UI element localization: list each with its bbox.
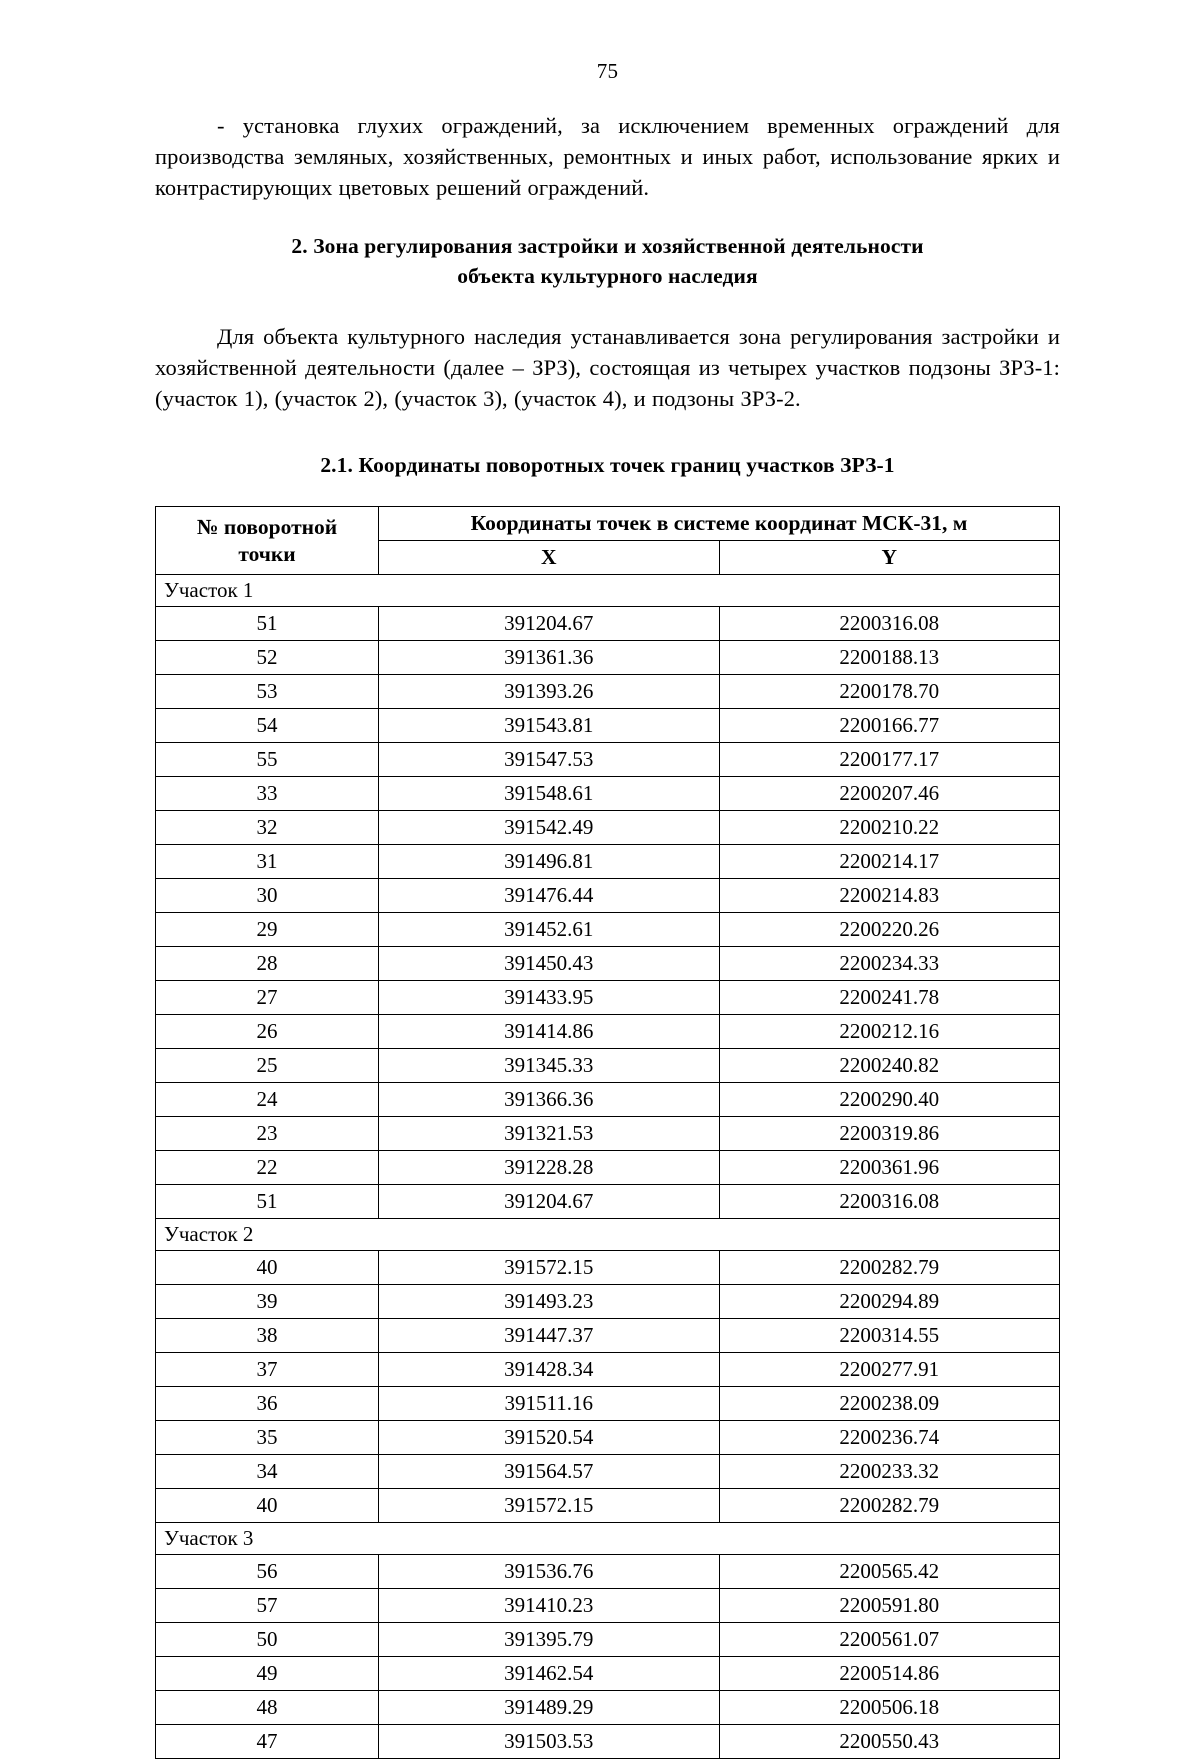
table-row [156, 1353, 1060, 1387]
table-row [156, 981, 1060, 1015]
cell-x: 391450.43 [379, 947, 720, 981]
spacer [155, 414, 1060, 450]
cell-point-number: 40 [156, 1251, 379, 1285]
table-row [156, 675, 1060, 709]
cell-point-number: 28 [156, 947, 379, 981]
cell-x: 391433.95 [379, 981, 720, 1015]
paragraph-zone-description: Для объекта культурного наследия устанавливается зона регулирования застройки и хозяйственной деятельности (далее – ЗРЗ), состоящая из четырех участков подзоны ЗРЗ-1: (участок 1), (участок 2), (участок 3), (участок 4), и подзоны ЗРЗ-2. [155, 324, 1060, 411]
paragraph-intro: - установка глухих ограждений, за исключением временных ограждений для производства земляных, хозяйственных, ремонтных и иных работ, использование ярких и контрастирующих цветовых решений ограждений. [155, 113, 1060, 200]
cell-y: 2200238.09 [719, 1387, 1060, 1421]
table-header [156, 507, 1060, 575]
cell-point-number: 48 [156, 1691, 379, 1725]
cell-y: 2200550.43 [719, 1725, 1060, 1759]
column-header-x: X [379, 541, 720, 575]
cell-point-number: 39 [156, 1285, 379, 1319]
cell-x: 391204.67 [379, 1185, 720, 1219]
column-header-y: Y [719, 541, 1060, 575]
cell-x: 391414.86 [379, 1015, 720, 1049]
table-group-label: Участок 3 [156, 1523, 1060, 1555]
table-row [156, 1657, 1060, 1691]
cell-y: 2200177.17 [719, 743, 1060, 777]
cell-point-number: 40 [156, 1489, 379, 1523]
table-row [156, 1489, 1060, 1523]
section-heading-2-line2: объекта культурного наследия [457, 264, 758, 288]
cell-point-number: 29 [156, 913, 379, 947]
table-row [156, 1725, 1060, 1759]
column-header-coordinates-group: Координаты точек в системе координат МСК-31, м [379, 507, 1060, 541]
cell-y: 2200290.40 [719, 1083, 1060, 1117]
cell-x: 391511.16 [379, 1387, 720, 1421]
cell-point-number: 49 [156, 1657, 379, 1691]
cell-y: 2200220.26 [719, 913, 1060, 947]
cell-point-number: 56 [156, 1555, 379, 1589]
cell-x: 391572.15 [379, 1489, 720, 1523]
cell-point-number: 52 [156, 641, 379, 675]
cell-x: 391447.37 [379, 1319, 720, 1353]
cell-point-number: 35 [156, 1421, 379, 1455]
page-content [155, 58, 1060, 1759]
table-row [156, 1083, 1060, 1117]
cell-y: 2200188.13 [719, 641, 1060, 675]
cell-y: 2200316.08 [719, 1185, 1060, 1219]
table-row [156, 1455, 1060, 1489]
table-row [156, 777, 1060, 811]
table-group-label: Участок 2 [156, 1219, 1060, 1251]
cell-y: 2200241.78 [719, 981, 1060, 1015]
table-row [156, 1049, 1060, 1083]
cell-point-number: 23 [156, 1117, 379, 1151]
table-row [156, 1185, 1060, 1219]
cell-point-number: 27 [156, 981, 379, 1015]
section-heading-2 [155, 231, 1060, 291]
column-header-point-number-line1: № поворотной [196, 514, 338, 539]
cell-y: 2200240.82 [719, 1049, 1060, 1083]
cell-x: 391543.81 [379, 709, 720, 743]
cell-x: 391366.36 [379, 1083, 720, 1117]
cell-point-number: 24 [156, 1083, 379, 1117]
cell-point-number: 30 [156, 879, 379, 913]
cell-x: 391542.49 [379, 811, 720, 845]
cell-y: 2200233.32 [719, 1455, 1060, 1489]
cell-point-number: 54 [156, 709, 379, 743]
cell-point-number: 26 [156, 1015, 379, 1049]
cell-x: 391410.23 [379, 1589, 720, 1623]
cell-point-number: 32 [156, 811, 379, 845]
cell-y: 2200514.86 [719, 1657, 1060, 1691]
cell-y: 2200236.74 [719, 1421, 1060, 1455]
cell-point-number: 36 [156, 1387, 379, 1421]
table-row [156, 641, 1060, 675]
table-row [156, 1015, 1060, 1049]
cell-y: 2200282.79 [719, 1251, 1060, 1285]
cell-y: 2200319.86 [719, 1117, 1060, 1151]
cell-x: 391395.79 [379, 1623, 720, 1657]
cell-y: 2200316.08 [719, 607, 1060, 641]
table-row [156, 1691, 1060, 1725]
table-row [156, 607, 1060, 641]
cell-y: 2200207.46 [719, 777, 1060, 811]
cell-y: 2200506.18 [719, 1691, 1060, 1725]
cell-y: 2200178.70 [719, 675, 1060, 709]
table-row [156, 1285, 1060, 1319]
cell-x: 391393.26 [379, 675, 720, 709]
cell-x: 391536.76 [379, 1555, 720, 1589]
table-row [156, 1421, 1060, 1455]
table-row [156, 1251, 1060, 1285]
cell-x: 391493.23 [379, 1285, 720, 1319]
cell-point-number: 50 [156, 1623, 379, 1657]
cell-point-number: 25 [156, 1049, 379, 1083]
table-row [156, 709, 1060, 743]
table-row [156, 1319, 1060, 1353]
cell-y: 2200361.96 [719, 1151, 1060, 1185]
cell-point-number: 38 [156, 1319, 379, 1353]
table-row [156, 879, 1060, 913]
table-row [156, 1623, 1060, 1657]
cell-point-number: 53 [156, 675, 379, 709]
cell-x: 391204.67 [379, 607, 720, 641]
table-group-row [156, 1219, 1060, 1251]
cell-point-number: 33 [156, 777, 379, 811]
table-row [156, 811, 1060, 845]
subsection-heading-2-1: 2.1. Координаты поворотных точек границ участков ЗРЗ-1 [320, 453, 895, 477]
cell-point-number: 22 [156, 1151, 379, 1185]
cell-x: 391452.61 [379, 913, 720, 947]
cell-x: 391361.36 [379, 641, 720, 675]
cell-x: 391228.28 [379, 1151, 720, 1185]
table-row [156, 1589, 1060, 1623]
coordinates-table [155, 506, 1060, 1759]
cell-x: 391503.53 [379, 1725, 720, 1759]
cell-y: 2200234.33 [719, 947, 1060, 981]
cell-x: 391345.33 [379, 1049, 720, 1083]
cell-y: 2200214.83 [719, 879, 1060, 913]
table-header-row-1 [156, 507, 1060, 541]
cell-point-number: 51 [156, 607, 379, 641]
cell-y: 2200282.79 [719, 1489, 1060, 1523]
table-row [156, 845, 1060, 879]
cell-point-number: 34 [156, 1455, 379, 1489]
table-row [156, 743, 1060, 777]
cell-y: 2200561.07 [719, 1623, 1060, 1657]
cell-point-number: 31 [156, 845, 379, 879]
cell-y: 2200314.55 [719, 1319, 1060, 1353]
spacer [155, 480, 1060, 506]
cell-x: 391564.57 [379, 1455, 720, 1489]
cell-x: 391548.61 [379, 777, 720, 811]
cell-x: 391547.53 [379, 743, 720, 777]
cell-x: 391321.53 [379, 1117, 720, 1151]
cell-point-number: 37 [156, 1353, 379, 1387]
cell-y: 2200210.22 [719, 811, 1060, 845]
section-heading-2-line1: 2. Зона регулирования застройки и хозяйственной деятельности [291, 234, 924, 258]
table-row [156, 913, 1060, 947]
cell-x: 391462.54 [379, 1657, 720, 1691]
table-row [156, 1555, 1060, 1589]
page-number: 75 [596, 59, 619, 83]
table-group-row [156, 1523, 1060, 1555]
cell-point-number: 57 [156, 1589, 379, 1623]
cell-y: 2200591.80 [719, 1589, 1060, 1623]
table-group-label: Участок 1 [156, 575, 1060, 607]
cell-x: 391572.15 [379, 1251, 720, 1285]
cell-y: 2200166.77 [719, 709, 1060, 743]
cell-y: 2200214.17 [719, 845, 1060, 879]
cell-x: 391489.29 [379, 1691, 720, 1725]
cell-point-number: 47 [156, 1725, 379, 1759]
cell-x: 391428.34 [379, 1353, 720, 1387]
table-row [156, 947, 1060, 981]
cell-y: 2200565.42 [719, 1555, 1060, 1589]
table-group-row [156, 575, 1060, 607]
table-row [156, 1151, 1060, 1185]
cell-y: 2200277.91 [719, 1353, 1060, 1387]
column-header-point-number-line2: точки [238, 541, 296, 566]
table-body [156, 575, 1060, 1759]
cell-point-number: 51 [156, 1185, 379, 1219]
spacer [155, 291, 1060, 321]
cell-x: 391520.54 [379, 1421, 720, 1455]
cell-x: 391476.44 [379, 879, 720, 913]
table-row [156, 1387, 1060, 1421]
column-header-point-number [156, 507, 379, 575]
cell-y: 2200294.89 [719, 1285, 1060, 1319]
cell-point-number: 55 [156, 743, 379, 777]
table-row [156, 1117, 1060, 1151]
cell-x: 391496.81 [379, 845, 720, 879]
cell-y: 2200212.16 [719, 1015, 1060, 1049]
